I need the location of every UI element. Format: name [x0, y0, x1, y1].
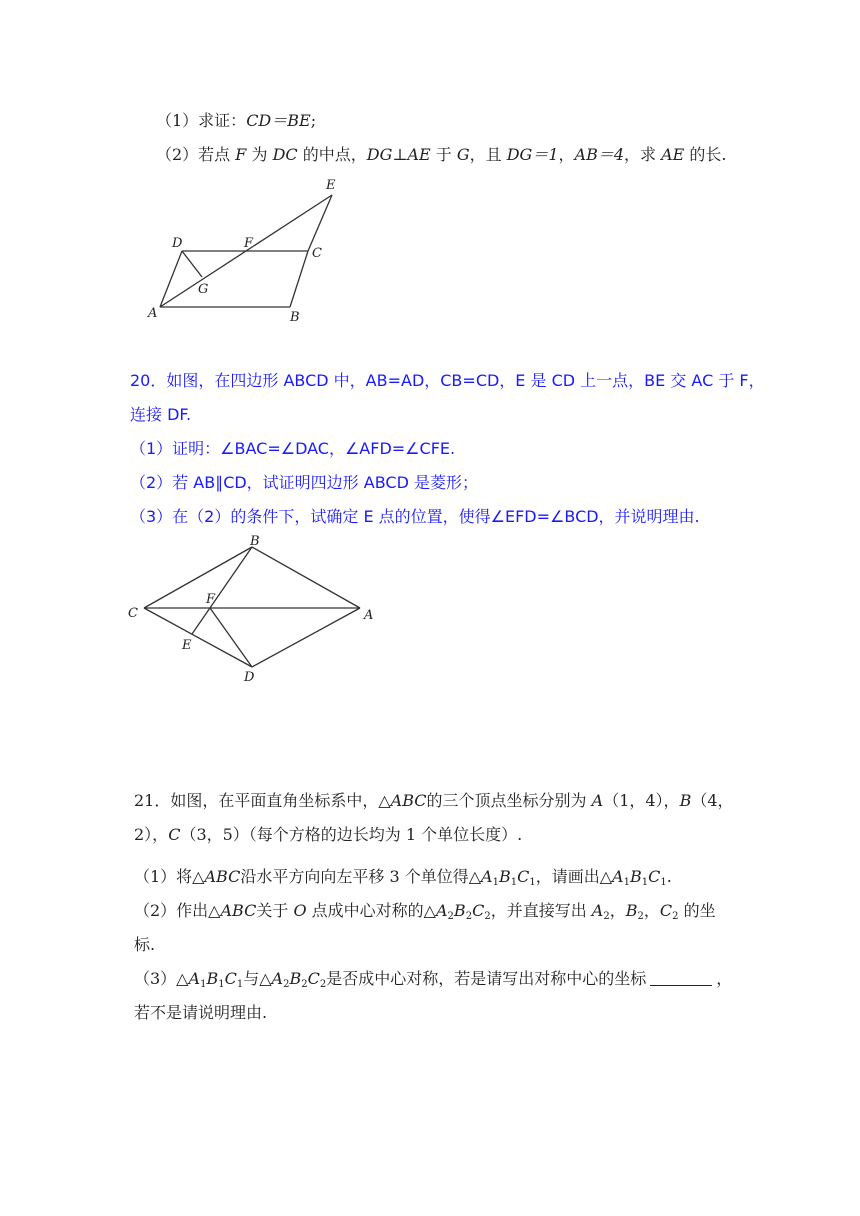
q20-edge-BE	[192, 547, 252, 634]
q20-label-D: D	[244, 670, 255, 685]
q20-edge-DC	[144, 608, 252, 667]
q19-label-D: D	[172, 236, 183, 251]
q19-label-E: E	[326, 178, 336, 193]
q20-label-B: B	[250, 534, 260, 549]
q19-label-B: B	[290, 310, 300, 325]
q20-edge-FD	[210, 608, 252, 667]
q19-part2: （2）若点 F 为 DC 的中点，DG⊥AE 于 G，且 DG＝1，AB＝4，求 AE 的长.	[156, 145, 727, 164]
q19-figure	[140, 175, 360, 325]
q19-edge-AD	[160, 251, 182, 307]
q20-line1: 20．如图，在四边形 ABCD 中，AB=AD，CB=CD，E 是 CD 上一点，BE 交 AC 于 F，	[130, 371, 765, 390]
q20-part1: （1）证明：∠BAC=∠DAC，∠AFD=∠CFE.	[130, 439, 456, 458]
q21-part1: （1）将△ABC沿水平方向向左平移 3 个单位得$\triangle A_1B_1C_1$，请画出$\triangle A_1B_1C_1$.	[134, 867, 672, 888]
q20-label-C: C	[128, 606, 138, 621]
q21-line2: 2），C（3，5）（每个方格的边长均为 1 个单位长度）.	[134, 825, 523, 844]
q19-label-F: F	[244, 236, 254, 251]
q20-line2: 连接 DF.	[130, 405, 192, 424]
q20-edge-CB	[144, 547, 252, 608]
q19-part1: （1）求证：CD＝BE;	[156, 111, 317, 130]
q20-label-F: F	[206, 592, 216, 607]
q20-label-A: A	[364, 608, 374, 623]
q20-part3: （3）在（2）的条件下，试确定 E 点的位置，使得∠EFD=∠BCD，并说明理由.	[130, 507, 700, 526]
q21-part3-cont: 若不是请说明理由.	[134, 1003, 268, 1022]
q20-figure	[120, 535, 380, 685]
q21-part2-cont: 标.	[134, 935, 156, 954]
q20-edge-BA	[252, 547, 360, 608]
q19-edge-DG	[182, 251, 202, 277]
q21-part3: $(3)\triangle A_1B_1C_1$与$\triangle A_2B_2C_2$是否成中心对称，若是请写出对称中心的坐标 ，	[134, 969, 733, 990]
q19-label-G: G	[198, 282, 209, 297]
q20-part2: （2）若 AB∥CD，试证明四边形 ABCD 是菱形；	[130, 473, 478, 492]
q21-line1: 21．如图，在平面直角坐标系中，△ABC的三个顶点坐标分别为 A（1，4），B（4，	[134, 791, 734, 810]
q20-edge-AD	[252, 608, 360, 667]
q21-part2: （2）作出△ABC关于 O 点成中心对称的$\triangle A_2B_2C_2$，并直接写出 $A_2$，$B_2$，$C_2$ 的坐	[134, 901, 716, 922]
answer-blank	[650, 969, 712, 986]
q19-label-A: A	[148, 306, 158, 321]
q19-label-C: C	[312, 246, 322, 261]
q19-edge-BC	[290, 251, 308, 307]
q20-label-E: E	[182, 638, 192, 653]
